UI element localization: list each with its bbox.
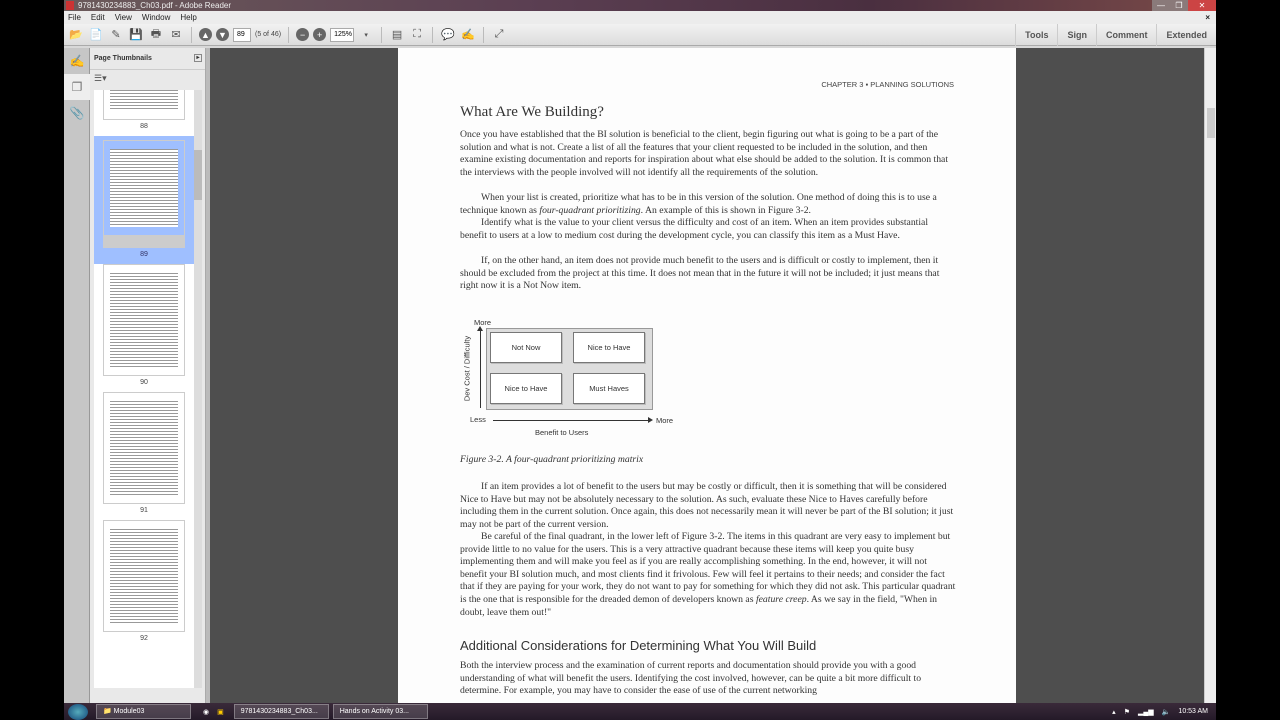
pdf-icon [66, 1, 74, 10]
document-scrollbar[interactable] [1204, 48, 1216, 703]
menu-edit[interactable]: Edit [90, 13, 105, 22]
email-icon[interactable]: ✉ [171, 29, 181, 41]
print-icon[interactable]: 🖶 [150, 28, 162, 40]
tools-button[interactable]: Tools [1015, 24, 1057, 46]
thumbnails-scrollbar[interactable] [194, 90, 202, 688]
thumbnail-options-icon[interactable]: ☰▾ [94, 73, 107, 83]
paragraph: If an item provides a lot of benefit to the users but may be costly or difficult, then it is something that will be considered Nice to Have but may not be absolutely necessary to the solution. As such, evaluate these Nice to Haves carefully before including them in the current solution. Once again, this does not necessarily mean it will never be part of the BI solution; it just may not be part of the current version. [460, 481, 954, 530]
toolbar [64, 24, 1216, 46]
thumbnail-92[interactable]: 92 [99, 520, 189, 648]
close-button[interactable]: ✕ [1188, 0, 1216, 11]
menu-bar [64, 11, 1216, 24]
section-heading: What Are We Building? [460, 104, 604, 120]
create-pdf-icon[interactable]: 📄 [89, 29, 103, 41]
taskbar-item-word[interactable]: Hands on Activity 03... [333, 704, 428, 719]
menu-view[interactable]: View [114, 13, 132, 22]
quadrant-not-now: Not Now [490, 332, 562, 363]
x-axis-left-label: Less [470, 415, 486, 424]
paragraph: If, on the other hand, an item does not provide much benefit to the users and is difficult or costly to implement, then it should be excluded from the project at this time. It does not mean that in the future it will not be included; it just means that right now it is a Not Now item. [460, 255, 940, 292]
next-page-button[interactable]: ▼ [216, 28, 229, 41]
save-icon[interactable]: 💾 [129, 29, 143, 41]
signatures-icon[interactable]: ✍ [69, 54, 85, 68]
fit-page-icon[interactable]: ▤ [391, 29, 403, 41]
quadrant-figure [460, 316, 690, 446]
menu-window[interactable]: Window [141, 13, 171, 22]
menu-help[interactable]: Help [180, 13, 197, 22]
window-title: 9781430234883_Ch03.pdf - Adobe Reader [78, 1, 232, 10]
page-number-input[interactable]: 89 [233, 28, 251, 42]
x-arrowhead-icon [648, 417, 653, 423]
section-heading-2: Additional Considerations for Determining What You Will Build [460, 638, 817, 653]
pdf-page [398, 48, 1016, 703]
taskbar-item-folder[interactable]: 📁 Module03 [96, 704, 191, 719]
show-hidden-icons[interactable]: ▴ [1112, 708, 1116, 716]
outlook-icon[interactable]: ▣ [217, 708, 224, 716]
x-axis-arrow [493, 420, 648, 421]
paragraph: Identify what is the value to your client versus the difficulty and cost of an item. When an item provides substantial benefit to users at a low to medium cost during the development cycle, you can classify this item as a Must Have. [460, 217, 929, 241]
thumbnails-panel [90, 48, 206, 703]
y-axis-top-label: More [474, 318, 492, 327]
network-icon[interactable]: ▂▄▆ [1137, 708, 1154, 716]
zoom-dropdown-icon[interactable]: ▾ [364, 31, 368, 39]
thumbnail-88[interactable]: 88 [99, 90, 189, 136]
clock[interactable]: 10:53 AM [1178, 707, 1208, 715]
panel-title: Page Thumbnails [94, 55, 152, 62]
quadrant-must-haves: Must Haves [573, 373, 645, 404]
taskbar-item-adobe-reader[interactable]: 9781430234883_Ch03... [234, 704, 329, 719]
zoom-out-button[interactable]: − [296, 28, 309, 41]
page-thumbnails-icon[interactable]: ❐ [64, 74, 90, 100]
running-head: CHAPTER 3 ▪ PLANNING SOLUTIONS [821, 80, 954, 89]
thumbnail-89[interactable]: 89 [94, 136, 194, 264]
previous-page-button[interactable]: ▲ [199, 28, 212, 41]
chrome-icon[interactable]: ◉ [203, 708, 210, 716]
x-axis-right-label: More [656, 416, 674, 425]
adobe-reader-window [64, 0, 1216, 703]
paragraph: Both the interview process and the examination of current reports and documentation should provide you with a good understanding of what will benefit the users. Identifying the cost involved, however, can be quite a bit more difficult to determine. For example, you may have to consider the ease of use of the current networking [460, 660, 922, 697]
paragraph: Be careful of the final quadrant, in the lower left of Figure 3-2. The items in this quadrant are very easy to implement but provide little to no value for the users. This is a very attractive quadrant because these items will keep you quite busy implementing them and will make you feel as if you are really accomplishing something. In the end, however, it will not benefit your BI solution much, and most clients find it frivolous. Few will feel it pertains to their needs; and consider the fact that if they are paying for your work, they do not want to pay for something for which they did not ask. This particular quadrant is the one that is responsible for the dreaded demon of developers known as feature creep. As we say in the field, "When in doubt, leave them out!" [460, 531, 956, 618]
folder-icon: 📁 [103, 708, 112, 715]
open-icon[interactable]: 📂 [69, 29, 83, 41]
edit-icon[interactable]: ✎ [111, 29, 121, 41]
figure-caption: Figure 3-2. A four-quadrant prioritizing matrix [460, 454, 644, 465]
minimize-button[interactable]: — [1152, 0, 1170, 11]
sign-button[interactable]: Sign [1057, 24, 1096, 46]
x-axis-label: Benefit to Users [535, 428, 589, 437]
panel-options-icon[interactable]: ▸ [194, 54, 202, 62]
volume-icon[interactable]: 🔈 [1161, 708, 1171, 716]
attachments-icon[interactable]: 📎 [69, 106, 85, 120]
close-document-icon[interactable]: × [1205, 13, 1210, 22]
paragraph: Once you have established that the BI solution is beneficial to the client, begin figuring out what is going to be a part of the solution and what is not. Create a list of all the features that your client requested to be included in the solution, and then examine existing documentation and reports for inspiration about what else should be added to the solution. It is common that the interviews with the people involved will not identify all the requirements of the solution. [460, 129, 949, 178]
thumbnail-91[interactable]: 91 [99, 392, 189, 520]
quadrant-nice-to-have-bottom: Nice to Have [490, 373, 562, 404]
comment-button[interactable]: Comment [1096, 24, 1157, 46]
action-center-flag-icon[interactable]: ⚑ [1123, 708, 1130, 716]
zoom-input[interactable]: 125% [330, 28, 354, 42]
navigation-pane [64, 48, 90, 703]
full-screen-icon[interactable]: ⤢ [494, 28, 504, 40]
document-area [210, 48, 1204, 703]
y-arrowhead-icon [477, 326, 483, 331]
title-bar [64, 0, 1216, 11]
start-button[interactable] [68, 704, 88, 720]
maximize-button[interactable]: ❐ [1170, 0, 1188, 11]
quadrant-nice-to-have-top: Nice to Have [573, 332, 645, 363]
y-axis-arrow [480, 328, 481, 408]
zoom-in-button[interactable]: + [313, 28, 326, 41]
taskbar [64, 703, 1216, 720]
fit-width-icon[interactable]: ⛶ [413, 28, 421, 40]
paragraph: When your list is created, prioritize what has to be in this version of the solution. One method of doing this is to use a technique known as four-quadrant prioritizing. An example of this is shown in Figure 3-2. [460, 192, 937, 216]
menu-file[interactable]: File [68, 13, 81, 22]
thumbnail-90[interactable]: 90 [99, 264, 189, 392]
comment-icon[interactable]: 💬 [441, 29, 455, 41]
highlight-icon[interactable]: ✍ [461, 29, 475, 41]
extended-button[interactable]: Extended [1156, 24, 1216, 46]
y-axis-label: Dev Cost / Difficulty [462, 335, 472, 402]
page-count: (5 of 46) [255, 31, 282, 38]
